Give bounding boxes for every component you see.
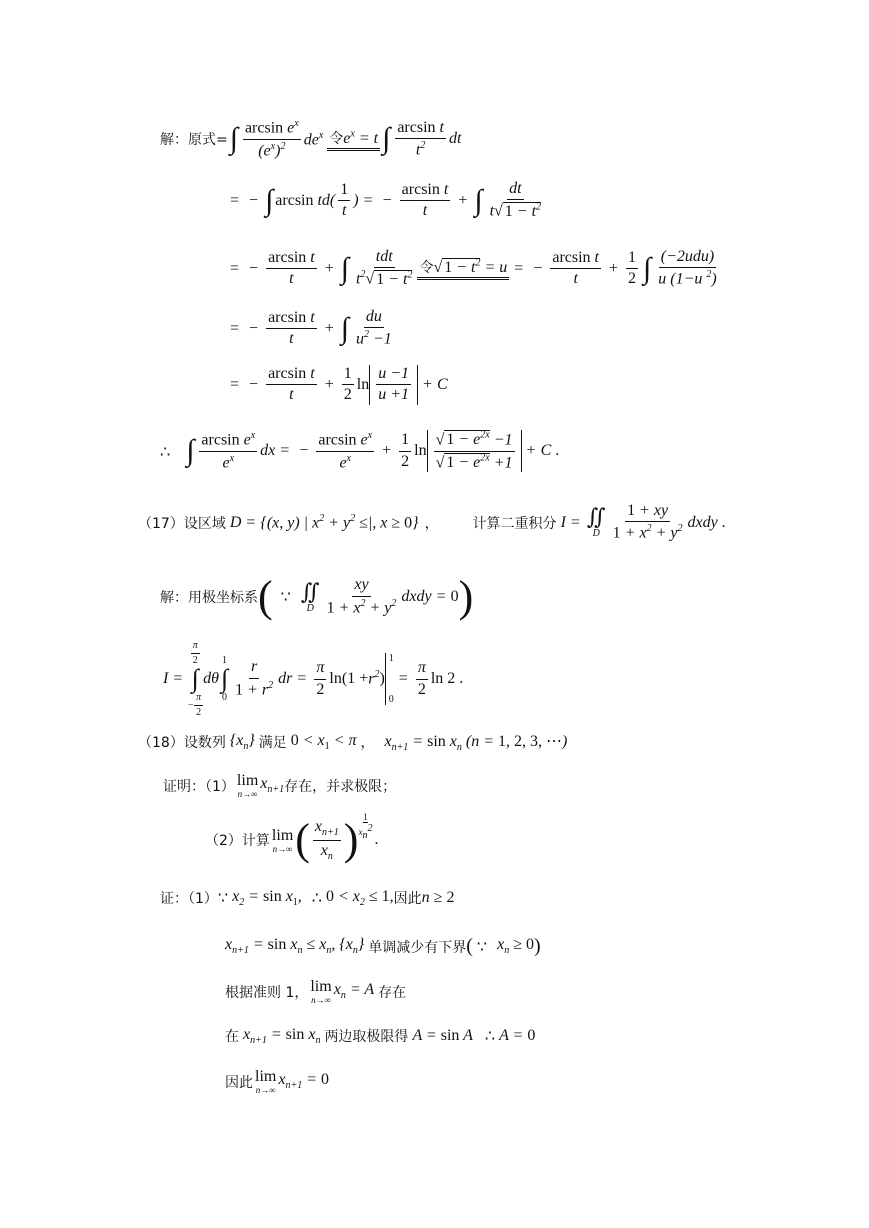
integral-sign: ∫ (382, 122, 391, 156)
integral-sign: ∫ (474, 183, 483, 217)
problem-18-mid: 满足 (258, 735, 287, 752)
fraction: $\frac{r}{1 + r^2}$ (235, 658, 274, 699)
problem-17-label: （17）设区域 (138, 515, 226, 532)
problem-17: （17）设区域 D = {(x, y) | $x^2 + y^2$ ≤|, x ≥ 0} ， 计算二重积分 I = ∬ D $\frac{1 + xy}{1 + x^2 + y^2}$ dxdy . (138, 502, 726, 542)
solution-line-5: = − $\frac{\text{arcsin t}}{t}$ + $\frac{1}{2}$ ln $\frac{u -1}{u +1}$ + C (230, 365, 448, 404)
integral-sign: ∫ (229, 122, 238, 156)
solution-17: 解：用极坐标系 ( ∵ ∬ D $\frac{xy}{1 + x^2 + y^2}$ dxdy = 0 ) (160, 572, 474, 621)
fraction: $\frac{x_{n+1}}{x_n}$ (314, 818, 339, 862)
fraction: $\frac{1 + xy}{1 + x^2 + y^2}$ (612, 502, 683, 542)
integral-sign: ∫ (340, 251, 349, 285)
fraction: $\frac{\text{(−2udu)}}{u (1-u ^2)}$ (658, 248, 717, 288)
two-sides-label: 两边取极限得 (324, 1029, 409, 1046)
fraction: $\frac{\text{arcsin t}}{t}$ (268, 308, 315, 348)
solution-line-4: = − $\frac{\text{arcsin t}}{t}$ + ∫ $\frac{du}{u^2 -1}$ (230, 308, 392, 348)
criterion-label: 根据准则 1， (225, 984, 309, 1001)
fraction: $\frac{\text{arcsin t}}{t}$ (268, 248, 315, 288)
therefore-symbol: ∴ (160, 441, 171, 461)
let-label: 令 (329, 130, 344, 147)
fraction: $\frac{\text{arcsin t}}{t}$ (552, 248, 599, 288)
proof-1-label: 证明：（1） (163, 778, 235, 795)
solution-line-1: 解：原式= ∫ $\frac{\arcsin e^x}{(e^x)^2}$ $de^x$ 令$e^x = t$ ∫ $\frac{\text{arcsin t}}{t^2}$ dt (160, 118, 462, 160)
proof-part-1: 证明：（1） lim n→∞ $x_{n+1}$ 存在，并求极限； (163, 772, 397, 799)
proof-1-end: 存在，并求极限； (284, 778, 397, 795)
solution-17-result: I = $\frac{\pi}{2}$ ∫ − $\frac{\pi}{2}$ dθ 1 ∫ 0 $\frac{r}{1 + r^2}$ dr = $\frac{\pi}{2}$ ln(1 + $r^2$ ) 1 0 = $\frac{\pi}{2}$ ln 2 . (163, 640, 464, 718)
result-line: ∴ ∫ $\frac{\arcsin e^x}{e^x}$ dx = − $\frac{\arcsin e^x}{e^x}$ + $\frac{1}{2}$ ln $\frac{√ 1 - e^{2x} -1}{√ 1 - e^{2x} +1}$ + C . (160, 430, 560, 472)
fraction: $\frac{\arcsin e^x}{e^x}$ (201, 430, 256, 472)
problem-18: （18）设数列 $\{x_n\}$ 满足 $0 < x_1 < \pi$ ， $x_{n+1} = \sin x_n$ (n = 1, 2, 3, ⋯) (138, 732, 568, 754)
problem-17-mid: 计算二重积分 (472, 515, 557, 532)
fraction: $\frac{\text{arcsin t}}{t}$ (268, 365, 315, 404)
fraction: $\frac{1}{t}$ (340, 180, 349, 220)
fraction: $\frac{1}{2}$ (401, 431, 410, 470)
let-label: 令 (419, 260, 434, 277)
fraction: $\frac{\text{tdt}}{t^2√ 1 - t^2}$ (355, 248, 413, 288)
fraction: $\frac{1}{2}$ (628, 248, 637, 288)
fraction: $\frac{\arcsin e^x}{e^x}$ (318, 430, 373, 472)
integral-sign: ∫ (643, 251, 652, 285)
proof-line-2: $x_{n+1} = \sin x_n \le x_n$, $\{x_n\}$ 单调减少有下界 ( ∵ $x_n \ge 0$ ) (225, 935, 541, 957)
solution-line-2: = − ∫ arcsin td( $\frac{1}{t}$ ) = − $\frac{\text{arcsin t}}{t}$ + ∫ $\frac{dt}{t√ 1 - t^2}$ (230, 180, 542, 220)
integral-sign: ∫ (186, 434, 195, 468)
yinci-label: 因此 (225, 1074, 253, 1091)
proof-part-2: （2）计算 lim n→∞ ( $\frac{x_{n+1}}{x_n}$ ) 1 $x_n^2$ . (205, 812, 379, 865)
solution-line-3: = − $\frac{\text{arcsin t}}{t}$ + ∫ $\frac{\text{tdt}}{t^2√ 1 - t^2}$ 令√ $1 - t^2 = u$ = − $\frac{\text{arcsin t}}{t}$ + $\frac{1}{2}$ ∫ $\frac{\text{(−2udu)}}{u (1-u ^2)}$ (230, 248, 717, 288)
exists-label: 存在 (378, 984, 407, 1001)
fraction: $\frac{\pi}{2}$ (316, 659, 325, 698)
decreasing-label: 单调减少有下界 (368, 939, 467, 956)
zai-label: 在 (225, 1029, 239, 1046)
fraction: $\frac{xy}{1 + x^2 + y^2}$ (326, 576, 397, 617)
problem-18-label: （18）设数列 (138, 735, 226, 752)
proof-line-5: 因此 lim n→∞ $x_{n+1} = 0$ (225, 1068, 329, 1095)
solution-label: 解：原式= (160, 132, 228, 149)
proof-line-3: 根据准则 1， lim n→∞ $x_n = A$ 存在 (225, 978, 407, 1005)
proof-line-4: 在 $x_{n+1} = \sin x_n$ 两边取极限得 A = sin A ∴ A = 0 (225, 1026, 536, 1047)
fraction: $\frac{\arcsin e^x}{(e^x)^2}$ (244, 118, 299, 160)
proof-line-1: 证：（1） ∵ $x_2 = \sin x_1$, ∴ $0 < x_2 \le 1$, 因此 n ≥ 2 (160, 888, 455, 909)
fraction: $\frac{dt}{t√ 1 - t^2}$ (489, 180, 542, 220)
fraction: $\frac{du}{u^2 -1}$ (355, 308, 392, 348)
proof-2-label: （2）计算 (205, 833, 270, 850)
fraction: $\frac{√ 1 - e^{2x} -1}{√ 1 - e^{2x} +1}$ (435, 430, 513, 472)
fraction: $\frac{\text{arcsin t}}{t}$ (401, 180, 449, 220)
fraction: $\frac{1}{2}$ (343, 365, 352, 404)
fraction: $\frac{u -1}{u +1}$ (378, 365, 409, 404)
integral-sign: ∫ (340, 311, 349, 345)
fraction: $\frac{\text{arcsin t}}{t^2}$ (397, 118, 444, 159)
fraction: $\frac{\pi}{2}$ (417, 659, 426, 698)
hence-label: 因此 (393, 891, 422, 908)
solution-17-label: 解：用极坐标系 (160, 590, 258, 606)
integral-sign: ∫ (265, 183, 274, 217)
proof-start-label: 证：（1） (160, 891, 218, 908)
